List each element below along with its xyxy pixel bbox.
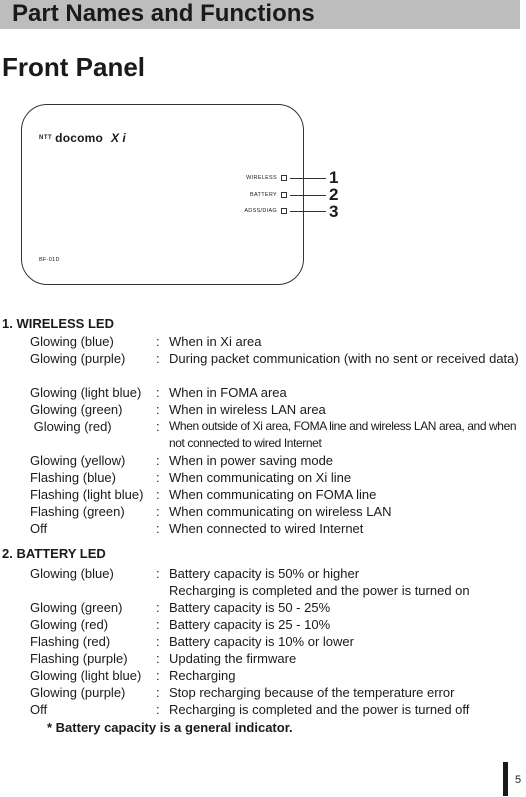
led-battery-label: BATTERY [250,192,277,198]
callout-number-3: 3 [329,202,339,221]
description-text: Recharging is completed and the power is turned on [169,583,470,598]
brand-logo [39,131,126,145]
description-text: During packet communication (with no sent or received data) [169,351,519,366]
device-front-panel [21,104,304,285]
description-text: When in wireless LAN area [169,402,326,417]
page-edge-tab [503,762,508,796]
status-text: Glowing (green) [30,402,123,417]
callout-line-3 [290,211,326,212]
callout-number-1: 1 [329,168,339,187]
page-number: 5 [515,774,522,786]
callout-number-2: 2 [329,185,339,204]
colon: : [156,685,160,700]
status-text: Glowing (yellow) [30,453,126,468]
colon: : [156,504,160,519]
colon: : [156,487,160,502]
status-text: Off [30,702,48,717]
callout-line-1 [290,178,326,179]
status-text: Off [30,521,48,536]
colon: : [156,453,160,468]
description-text: Updating the firmware [169,651,297,666]
description-text: When communicating on FOMA line [169,487,377,502]
colon: : [156,419,160,434]
status-text: Glowing (green) [30,600,123,615]
status-text: Flashing (red) [30,634,111,649]
colon: : [156,402,160,417]
status-text: Glowing (purple) [30,685,126,700]
status-text: Flashing (green) [30,504,125,519]
section-header-bar [0,0,520,29]
status-text: Flashing (purple) [30,651,128,666]
status-text: Glowing (light blue) [30,385,142,400]
colon: : [156,651,160,666]
wireless-led-title: 1. WIRELESS LED [2,316,114,331]
led-battery [250,192,287,198]
led-adss-diag-label: ADSS/DIAG [244,208,277,214]
colon: : [156,385,160,400]
led-battery-indicator [281,192,287,198]
status-text: Glowing (blue) [30,334,114,349]
led-adss-diag-indicator [281,208,287,214]
status-text: Glowing (purple) [30,351,126,366]
description-text: Battery capacity is 10% or lower [169,634,354,649]
section-title: Part Names and Functions [12,0,315,27]
description-text: When in FOMA area [169,385,287,400]
description-text: When in Xi area [169,334,262,349]
colon: : [156,470,160,485]
description-text: Battery capacity is 50 - 25% [169,600,331,615]
description-text: Stop recharging because of the temperature error [169,685,455,700]
description-text: When connected to wired Internet [169,521,364,536]
description-text: Recharging is completed and the power is turned off [169,702,470,717]
battery-note: * Battery capacity is a general indicator. [47,720,293,735]
description-text: Battery capacity is 25 - 10% [169,617,331,632]
colon: : [156,600,160,615]
status-text: Glowing (light blue) [30,668,142,683]
description-text: When in power saving mode [169,453,334,468]
status-text: Glowing (red) [30,617,109,632]
callout-line-2 [290,195,326,196]
description-text: When communicating on Xi line [169,470,352,485]
status-text: Flashing (light blue) [30,487,144,502]
led-adss-diag [244,208,287,214]
colon: : [156,351,160,366]
colon: : [156,566,160,581]
colon: : [156,334,160,349]
colon: : [156,668,160,683]
colon: : [156,617,160,632]
model-label: BF-01D [39,257,60,263]
status-text: Glowing (blue) [30,566,114,581]
status-text: Flashing (blue) [30,470,116,485]
brand-xi: X i [111,131,126,145]
battery-led-title: 2. BATTERY LED [2,546,106,561]
brand-ntt: NTT [39,135,53,141]
colon: : [156,521,160,536]
colon: : [156,702,160,717]
brand-docomo: docomo [55,131,104,145]
colon: : [156,634,160,649]
description-text: When communicating on wireless LAN [169,504,392,519]
status-text: Glowing (red) [30,419,112,434]
led-wireless [246,175,287,181]
description-text: Recharging [169,668,236,683]
led-wireless-label: WIRELESS [246,175,277,181]
description-text: Battery capacity is 50% or higher [169,566,360,581]
led-wireless-indicator [281,175,287,181]
page-title: Front Panel [2,52,146,82]
description-text: When outside of Xi area, FOMA line and wireless LAN area, and when not connected to wired Internet [169,419,517,450]
